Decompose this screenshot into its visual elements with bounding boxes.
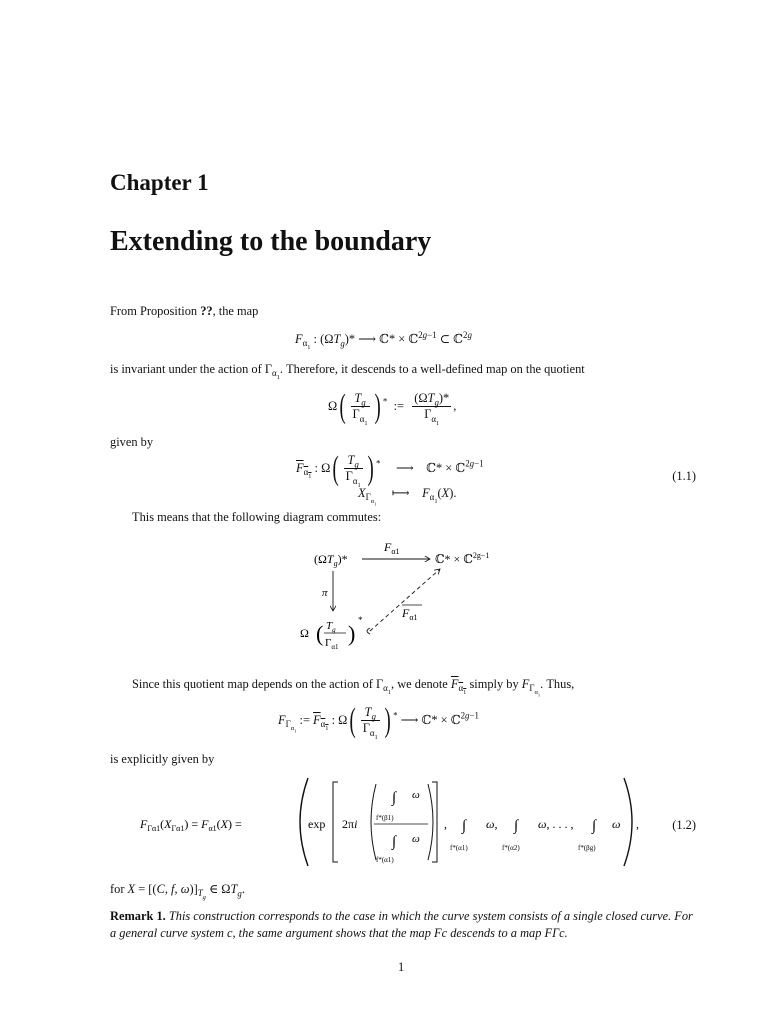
diagram-star: * (358, 615, 363, 625)
remark-label: Remark 1. (110, 909, 166, 923)
eq12-omega1: ω (412, 789, 420, 801)
page-number: 1 (398, 960, 405, 974)
diagram-top-right: ℂ* × ℂ$^{2g-1}$ (435, 551, 490, 566)
diagram-hook (367, 628, 370, 634)
eq12-int-alpha: ∫ (392, 834, 397, 850)
proposition-ref: ?? (200, 304, 213, 318)
equation-1-1-row2: $X_{\Gamma_{\alpha_1}}$ ⟼ $F_{\alpha_1}(X)$. (358, 486, 457, 507)
equation-definition: $F_{\Gamma_{\alpha_1}}$ := $F_{\alpha_1}$ : Ω( $\frac{T_g}{\Gamma_{\alpha_1}}$ ) * ⟶ ℂ* × ℂ$^{2g-1}$ (278, 702, 479, 741)
diagram-intro-text: This means that the following diagram commutes: (132, 510, 382, 524)
eq12-int-beta: ∫ (392, 790, 397, 806)
intro-suffix: , the map (212, 304, 259, 318)
eq12-exp: exp (308, 817, 326, 831)
eq12-2pii: 2πi (342, 817, 358, 831)
eq12-lhs: $F_{\Gamma\alpha 1}(X_{\Gamma\alpha 1}) = F_{\alpha 1}(X)$ = (140, 817, 242, 833)
for-x-text: for X = [(C, f, $\omega)]_{T_g}$ ∈ $\Omega T_g$. (110, 882, 245, 902)
equation-1-2 (140, 772, 660, 872)
equation-quotient: Ω( $\frac{T_g}{\Gamma_{\alpha_1}}$ ) * := $\frac{(\Omega T_g)*}{\Gamma_{\alpha_1}}$ , (328, 388, 457, 427)
eq12-comma1: , (444, 817, 447, 831)
commutative-diagram (290, 533, 530, 658)
eq12-omega2: ω (412, 833, 420, 845)
eq12-sub-beta: f*(β1) (376, 814, 394, 822)
paragraph-since: Since this quotient map depends on the action of $\Gamma_{\alpha_1}$, we denote $F_{\alpha_1}$ simply by $F_{\Gamma_{\alpha_1}}$. Thus, (132, 677, 575, 698)
diagram-top-label: $F_{\alpha 1}$ (384, 540, 400, 556)
eq12-omega4: ω, . . . , (538, 817, 574, 831)
eq12-int-a2: ∫ (514, 818, 519, 834)
eq12-sub-bg: f*(βg) (578, 844, 596, 852)
diagram-paren-open: ( (316, 621, 324, 646)
given-by-text: given by (110, 435, 154, 449)
intro-text: From Proposition (110, 304, 201, 318)
eq12-sub-a2: f*(α2) (502, 844, 520, 852)
diagram-left-label: π (322, 587, 328, 599)
eq12-int-bg: ∫ (592, 818, 597, 834)
diagram-paren-close: ) (348, 621, 356, 646)
diagram-bottom-left: Ω (300, 626, 309, 640)
remark-1 (110, 908, 700, 942)
equation-1-1-row1: $F_{\alpha_1}$ : Ω( $\frac{T_g}{\Gamma_{\alpha_1}}$ ) * ⟶ ℂ* × ℂ$^{2g-1}$ (296, 450, 484, 489)
eq12-omega5: ω (612, 817, 621, 831)
diagram-bottom-den: $\Gamma_{\alpha 1}$ (325, 637, 339, 651)
diagram-diag-label: $F_{\alpha 1}$ (402, 606, 418, 622)
eq12-sub-alpha: f*(α1) (376, 856, 394, 864)
diagram-bottom-num: $T_g$ (326, 620, 336, 634)
paragraph-intro (110, 304, 258, 320)
remark-body: This construction corresponds to the case in which the curve system consists of a single closed curve. For a general curve system c, the same argument shows that the map Fc descends to a map FΓc. (110, 909, 693, 941)
diagram-top-left: $(\Omega T_g)*$ (314, 552, 348, 568)
eq12-omega3: ω, (486, 817, 498, 831)
chapter-label: Chapter 1 (110, 170, 209, 195)
eq12-comma-end: , (636, 817, 639, 831)
equation-number-1-2: (1.2) (672, 818, 696, 832)
chapter-title: Extending to the boundary (110, 226, 432, 257)
eq12-int-a1: ∫ (462, 818, 467, 834)
equation-map: $F_{\alpha_1}$ : $(\Omega T_g)*$ ⟶ ℂ* × ℂ$^{2g-1}$ ⊂ ℂ$^{2g}$ (295, 329, 472, 352)
eq12-sub-a1: f*(α1) (450, 844, 468, 852)
paragraph-invariant: is invariant under the action of $\Gamma_{\alpha_1}$. Therefore, it descends to a well-defined map on the quotient (110, 362, 585, 382)
equation-number-1-1: (1.1) (672, 469, 696, 483)
explicit-text: is explicitly given by (110, 752, 215, 766)
diagram-dashed-arrow (370, 569, 440, 631)
